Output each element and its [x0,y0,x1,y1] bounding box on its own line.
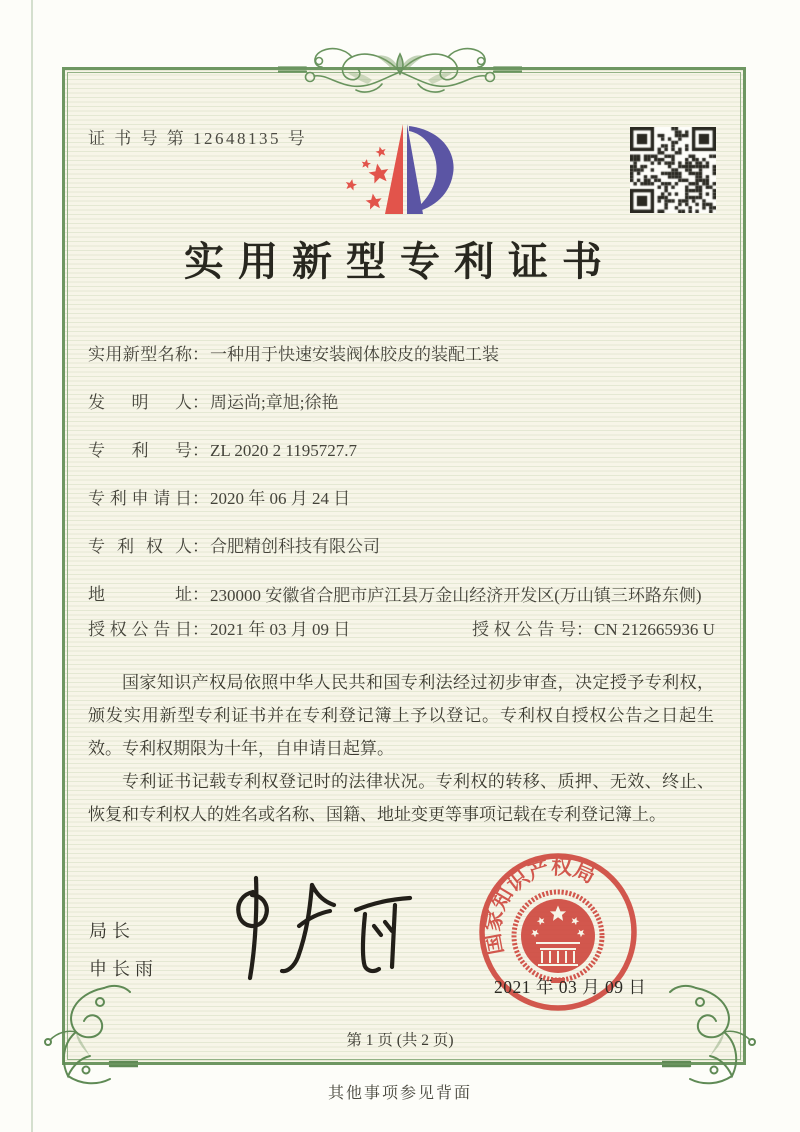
field-label: 授权公告日 [88,620,192,639]
field-label: 地址 [88,585,192,604]
field-value: 2020 年 06 月 24 日 [210,489,351,508]
field-label: 发明人 [88,393,192,412]
field-label: 实用新型名称 [88,345,192,364]
grant-date-value: 2021 年 03 月 09 日 [210,620,351,639]
colon: ： [192,585,209,604]
field-value: 周运尚;章旭;徐艳 [210,393,339,412]
seal-date: 2021 年 03 月 09 日 [494,977,647,997]
legal-text [88,666,714,831]
signer-name: 申长雨 [89,959,158,979]
field-label: 专利号 [88,441,192,460]
legal-paragraph-2: 专利证书记载专利权登记时的法律状况。专利权的转移、质押、无效、终止、恢复和专利权人的姓名或名称、国籍、地址变更等事项记载在专利登记簿上。 [88,772,714,824]
colon: ： [192,345,209,364]
field-value: 一种用于快速安装阀体胶皮的装配工装 [210,345,499,364]
colon: ： [192,537,209,556]
field-label: 专利权人 [88,537,192,556]
cnipa-logo-icon [333,112,477,238]
colon: ： [192,620,209,639]
certificate-title: 实用新型专利证书 [184,239,616,284]
field-row-inventors [88,390,718,416]
colon: ： [192,441,209,460]
field-row-grant [88,617,718,643]
qr-code [630,127,716,213]
colon: ： [192,489,209,508]
field-row-patentee [88,534,718,560]
field-value: 230000 安徽省合肥市庐江县万金山经济开发区(万山镇三环路东侧) [210,586,702,605]
back-side-note: 其他事项参见背面 [327,1085,472,1102]
field-row-filing-date [88,486,718,512]
grant-number-value: CN 212665936 U [594,620,715,639]
page-number: 第 1 页 (共 2 页) [346,1032,454,1049]
field-value: 合肥精创科技有限公司 [210,537,380,556]
commissioner-signature-icon [213,872,423,992]
signer-title: 局长 [89,921,135,941]
legal-paragraph-1: 国家知识产权局依照中华人民共和国专利法经过初步审查，决定授予专利权，颁发实用新型专利证书并在专利登记簿上予以登记。专利权自授权公告之日起生效。专利权期限为十年，自申请日起算。 [88,673,714,758]
field-row-utility-name [88,342,718,368]
field-label: 专利申请日 [88,489,192,508]
certificate-fields [88,342,718,665]
seal-text: 国家知识产权局 [480,854,600,957]
scan-edge-artifact [31,0,33,1132]
field-value: ZL 2020 2 1195727.7 [210,441,358,460]
colon: ： [576,620,593,639]
field-row-patent-number [88,438,718,464]
field-row-address [88,582,718,609]
top-flourish-ornament [278,36,522,100]
signer-block [89,912,158,988]
field-label: 授权公告号 [472,620,576,639]
certificate-number: 证 书 号 第 12648135 号 [88,129,308,148]
colon: ： [192,393,209,412]
